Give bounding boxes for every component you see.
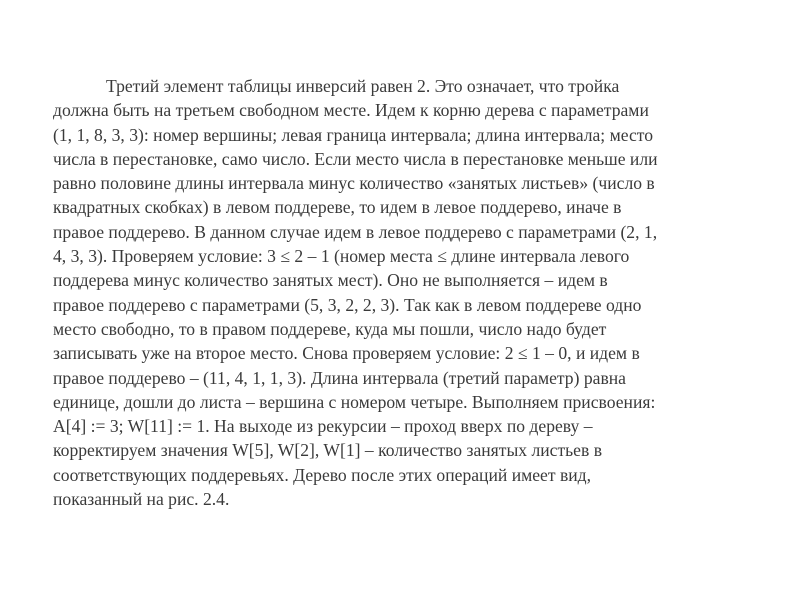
paragraph-line: корректируем значения W[5], W[2], W[1] – количество занятых листьев в: [53, 440, 603, 461]
paragraph-line: единице, дошли до листа – вершина с номером четыре. Выполняем присвоения:: [53, 391, 656, 412]
paragraph-line: соответствующих поддеревьях. Дерево после этих операций имеет вид,: [53, 464, 592, 485]
paragraph-line: показанный на рис. 2.4.: [53, 489, 230, 510]
paragraph-line: Третий элемент таблицы инверсий равен 2. Это означает, что тройка: [106, 76, 620, 96]
paragraph-line: правое поддерево с параметрами (5, 3, 2, 2, 3). Так как в левом поддереве одно: [53, 294, 642, 315]
paragraph-line: равно половине длины интервала минус количество «занятых листьев» (число в: [53, 173, 655, 194]
body-paragraph: [53, 74, 758, 511]
paragraph-line: записывать уже на второе место. Снова проверяем условие: 2 ≤ 1 – 0, и идем в: [53, 343, 640, 364]
paragraph-line: должна быть на третьем свободном месте. Идем к корню дерева с параметрами: [53, 100, 649, 121]
paragraph-line: числа в перестановке, само число. Если место числа в перестановке меньше или: [53, 148, 658, 169]
paragraph-line: место свободно, то в правом поддереве, куда мы пошли, число надо будет: [53, 318, 607, 339]
paragraph-line: квадратных скобках) в левом поддереве, то идем в левое поддерево, иначе в: [53, 197, 622, 218]
paragraph-line: (1, 1, 8, 3, 3): номер вершины; левая граница интервала; длина интервала; место: [53, 124, 654, 145]
paragraph-line: правое поддерево. В данном случае идем в левое поддерево с параметрами (2, 1,: [53, 221, 658, 242]
paragraph-line: 4, 3, 3). Проверяем условие: 3 ≤ 2 – 1 (номер места ≤ длине интервала левого: [53, 246, 630, 267]
paragraph-line: поддерева минус количество занятых мест). Оно не выполняется – идем в: [53, 270, 608, 291]
paragraph-line: правое поддерево – (11, 4, 1, 1, 3). Длина интервала (третий параметр) равна: [53, 367, 626, 388]
paragraph-line: A[4] := 3; W[11] := 1. На выходе из рекурсии – проход вверх по дереву –: [53, 416, 593, 437]
